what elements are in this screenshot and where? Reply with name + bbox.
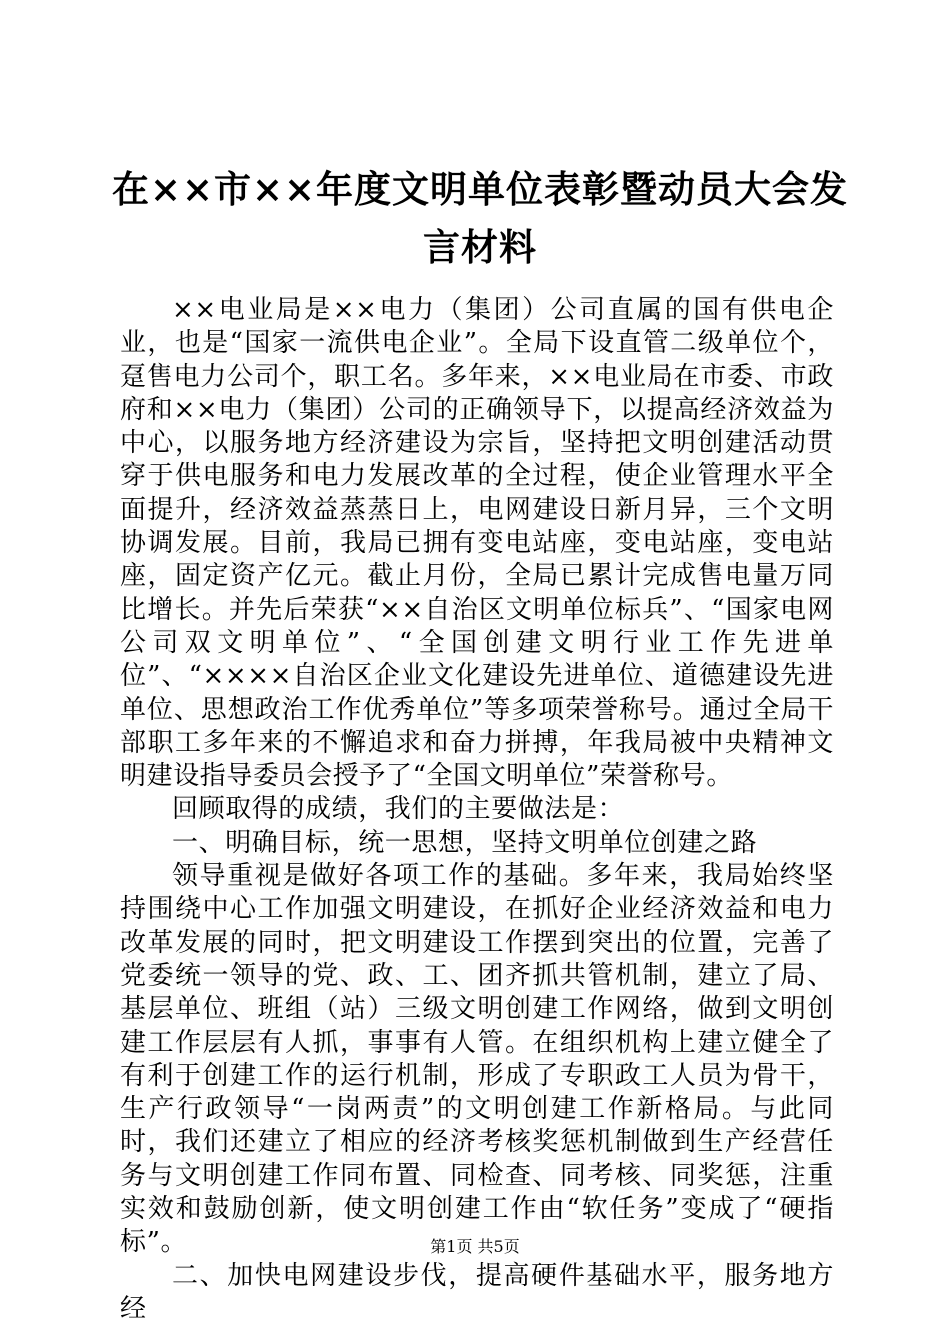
page-number-footer: 第1页 共5页	[430, 1237, 520, 1256]
paragraph-leadership: 领导重视是做好各项工作的基础。多年来，我局始终坚持围绕中心工作加强文明建设，在抓好企业经济效益和电力改革发展的同时，把文明建设工作摆到突出的位置，完善了党委统一领导的党、政、工、团齐抓共管机制，建立了局、基层单位、班组（站）三级文明创建工作网络，做到文明创建工作层层有人抓，事事有人管。在组织机构上建立健全了有利于创建工作的运行机制，形成了专职政工人员为骨干，生产行政领导“一岗两责”的文明创建工作新格局。与此同时，我们还建立了相应的经济考核奖惩机制做到生产经营任务与文明创建工作同布置、同检查、同考核、同奖惩，注重实效和鼓励创新，使文明创建工作由“软任务”变成了“硬指标”。	[120, 861, 834, 1258]
section-heading-1: 一、明确目标，统一思想，坚持文明单位创建之路	[172, 827, 758, 858]
document-body	[120, 294, 834, 1326]
document-title: 在××市××年度文明单位表彰暨动员大会发言材料	[111, 167, 848, 269]
section-heading-2: 二、加快电网建设步伐，提高硬件基础水平，服务地方经	[120, 1260, 834, 1324]
paragraph-review: 回顾取得的成绩，我们的主要做法是：	[172, 794, 625, 825]
paragraph-intro: ××电业局是××电力（集团）公司直属的国有供电企业，也是“国家一流供电企业”。全局下设直管二级单位个，趸售电力公司个，职工名。多年来，××电业局在市委、市政府和××电力（集团）公司的正确领导下，以提高经济效益为中心，以服务地方经济建设为宗旨，坚持把文明创建活动贯穿于供电服务和电力发展改革的全过程，使企业管理水平全面提升，经济效益蒸蒸日上，电网建设日新月异，三个文明协调发展。目前，我局已拥有变电站座，变电站座，变电站座，固定资产亿元。截止月份，全局已累计完成售电量万同比增长。并先后荣获“××自治区文明单位标兵”、“国家电网公司双文明单位”、“全国创建文明行业工作先进单位”、“××××自治区企业文化建设先进单位、道德建设先进单位、思想政治工作优秀单位”等多项荣誉称号。通过全局干部职工多年来的不懈追求和奋力拼搏，年我局被中央精神文明建设指导委员会授予了“全国文明单位”荣誉称号。	[120, 295, 834, 792]
